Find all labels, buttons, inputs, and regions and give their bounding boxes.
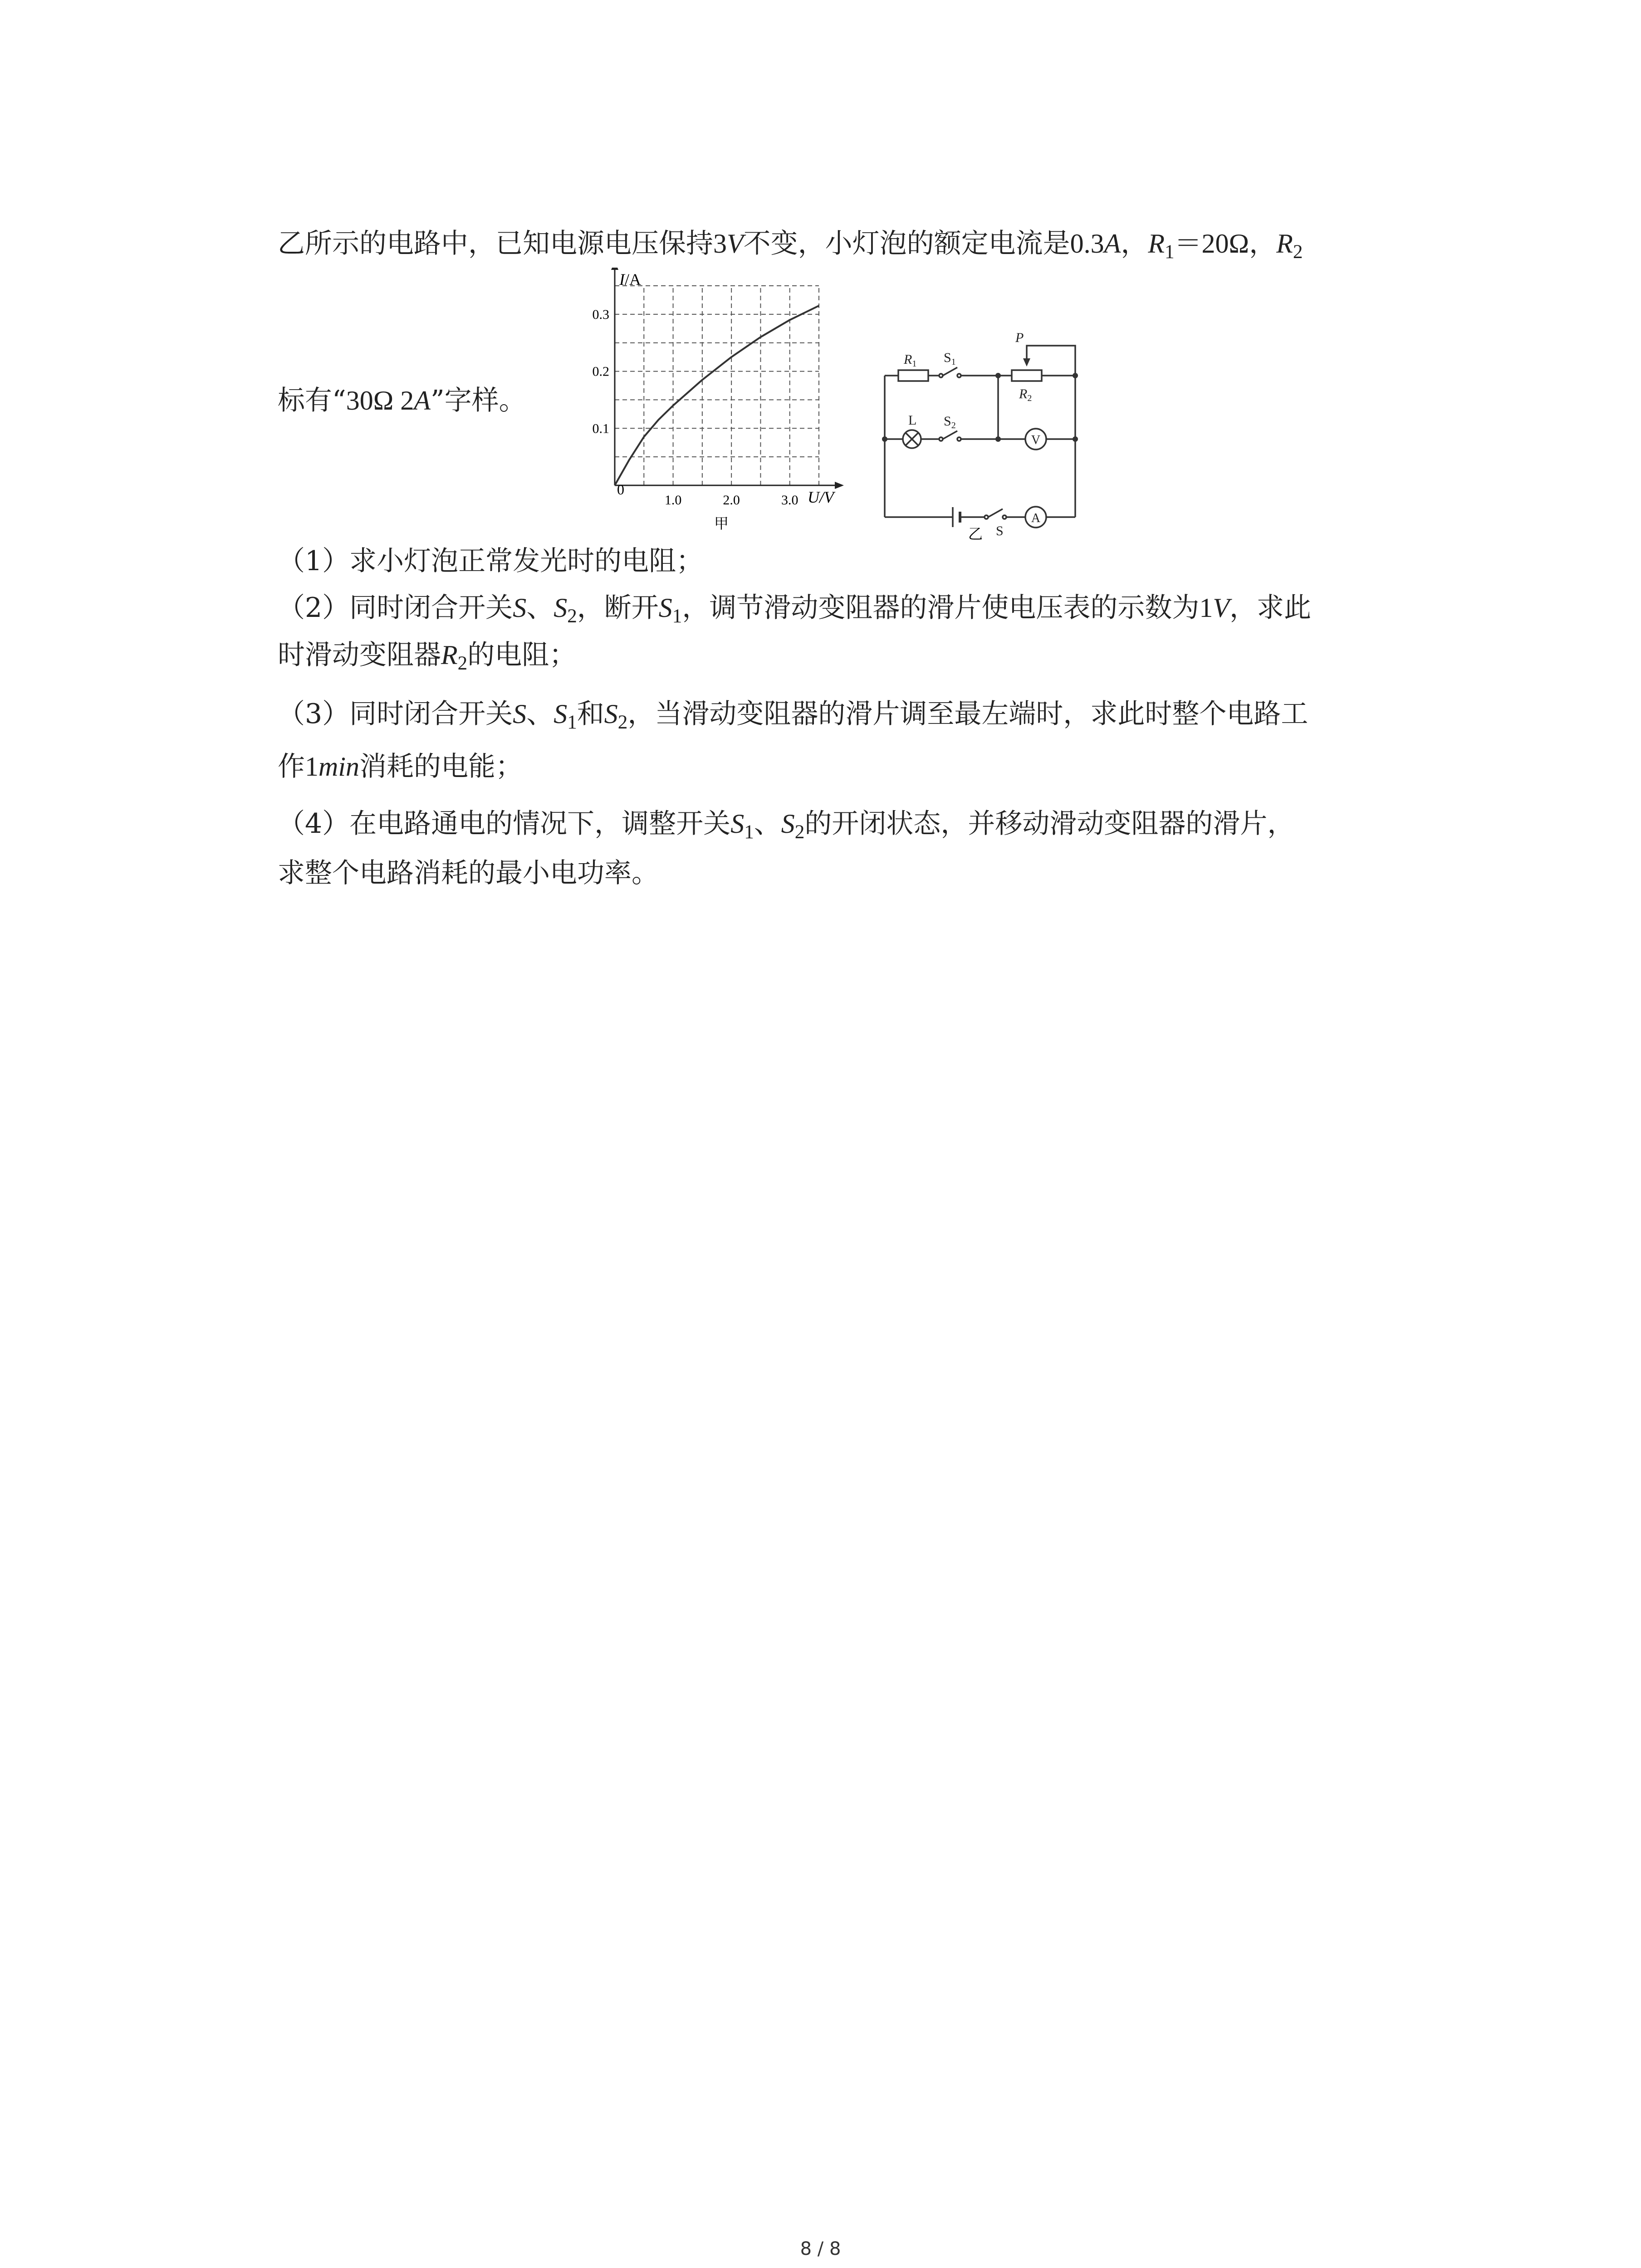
text: 消耗的电能； [359,751,523,782]
subscript: 2 [794,821,805,843]
symbol: S [781,809,795,839]
r1-label: $R_1$ [904,352,917,369]
subscript: 2 [617,712,628,733]
question-3-line-2 [278,748,523,785]
text: 的电阻； [467,639,577,671]
symbol: R [1276,229,1293,259]
s1-switch [943,367,957,376]
value: 0.3 [1070,229,1104,259]
x-tick-label: 1.0 [664,493,682,508]
ammeter-label: A [1031,511,1041,525]
text: ，求此 [1230,592,1312,624]
question-4-line-2 [278,855,659,891]
switch-s-label: S [996,523,1004,538]
unit: A [1104,229,1121,259]
y-axis-label: I/A [619,270,641,288]
y-tick-label: 0.2 [592,364,609,379]
subscript: 2 [1293,241,1303,263]
question-1 [278,543,703,579]
iu-chart [563,268,853,540]
chart-ticks [593,307,798,508]
symbol: S [513,593,527,623]
r1-resistor [898,370,928,381]
problem-line-1 [278,225,1303,262]
text: （3）同时闭合开关 [278,698,513,730]
symbol: R [441,640,458,670]
question-2-line-1 [278,590,1311,626]
text: 、 [754,808,781,840]
text: 求整个电路消耗的最小电功率。 [278,857,659,889]
question-4-line-1 [278,806,1294,842]
text: （1）求小灯泡正常发光时的电阻； [278,545,704,577]
unit: V [1213,593,1230,623]
r2-rheostat [1012,370,1042,381]
text: 作 [278,751,305,782]
text: ＝20Ω， [1174,229,1277,259]
lamp-label: L [908,413,917,428]
unit: A [414,386,431,415]
question-2-line-2 [278,637,576,673]
unit: V [727,229,744,259]
text: 和 [577,698,604,730]
chart-series [615,306,819,485]
value: 30Ω 2 [346,386,414,415]
text: 不变，小灯泡的额定电流是 [743,228,1070,259]
symbol: S [604,699,618,729]
symbol: S [658,593,672,623]
x-tick-label: 2.0 [723,493,740,508]
text: （4）在电路通电的情况下，调整开关 [278,808,731,840]
text: 标有“ [278,385,346,416]
text: 乙所示的电路中，已知电源电压保持 [278,228,713,259]
value: 1 [1199,593,1213,623]
s2-switch [943,431,957,439]
unit: min [318,752,359,782]
s1-label: $S_1$ [944,350,956,367]
y-tick-label: 0.3 [592,307,609,322]
text: ，断开 [577,592,659,624]
series-line [615,306,819,485]
page-number: 8 / 8 [800,2239,841,2259]
text: ，调节滑动变阻器的滑片使电压表的示数为 [682,592,1200,624]
text: 、 [526,698,554,730]
voltmeter-label: V [1031,433,1041,447]
chart-grid [615,286,819,485]
subscript: 1 [567,712,577,733]
y-axis-arrow [611,268,618,270]
x-axis-arrow [835,482,844,489]
subscript: 1 [744,821,754,843]
chart-caption: 甲 [714,515,729,532]
slider-wire [1027,346,1075,376]
text: 的开闭状态，并移动滑动变阻器的滑片， [804,808,1295,840]
chart-axes [611,268,844,489]
text: （2）同时闭合开关 [278,592,513,624]
subscript: 2 [567,606,577,627]
symbol: R [1148,229,1165,259]
x-tick-label: 3.0 [781,493,798,508]
symbol: S [513,699,527,729]
p-label: P [1015,330,1024,345]
x-axis-label: U/V [808,488,834,506]
text: ”字样。 [430,385,526,416]
y-tick-label: 0.1 [592,421,609,436]
r2-label: $R_2$ [1019,386,1032,403]
slider-arrow [1023,358,1030,367]
question-3-line-1 [278,696,1308,732]
symbol: S [554,699,568,729]
text: ，当滑动变阻器的滑片调至最左端时，求此时整个电路工 [627,698,1308,730]
symbol: S [730,809,745,839]
circuit-caption: 乙 [968,525,983,543]
subscript: 2 [457,653,468,675]
subscript: 1 [1164,241,1175,263]
symbol: S [554,593,568,623]
value: 3 [713,229,727,259]
subscript: 1 [672,606,682,627]
circuit-diagram [871,308,1098,544]
s2-label: $S_2$ [944,414,956,430]
text: 时滑动变阻器 [278,639,441,671]
s-switch [988,509,1003,517]
value: 1 [305,752,318,782]
origin-label: 0 [617,481,624,498]
text: 、 [526,592,554,624]
text: ， [1121,228,1148,259]
problem-line-2 [278,382,526,419]
